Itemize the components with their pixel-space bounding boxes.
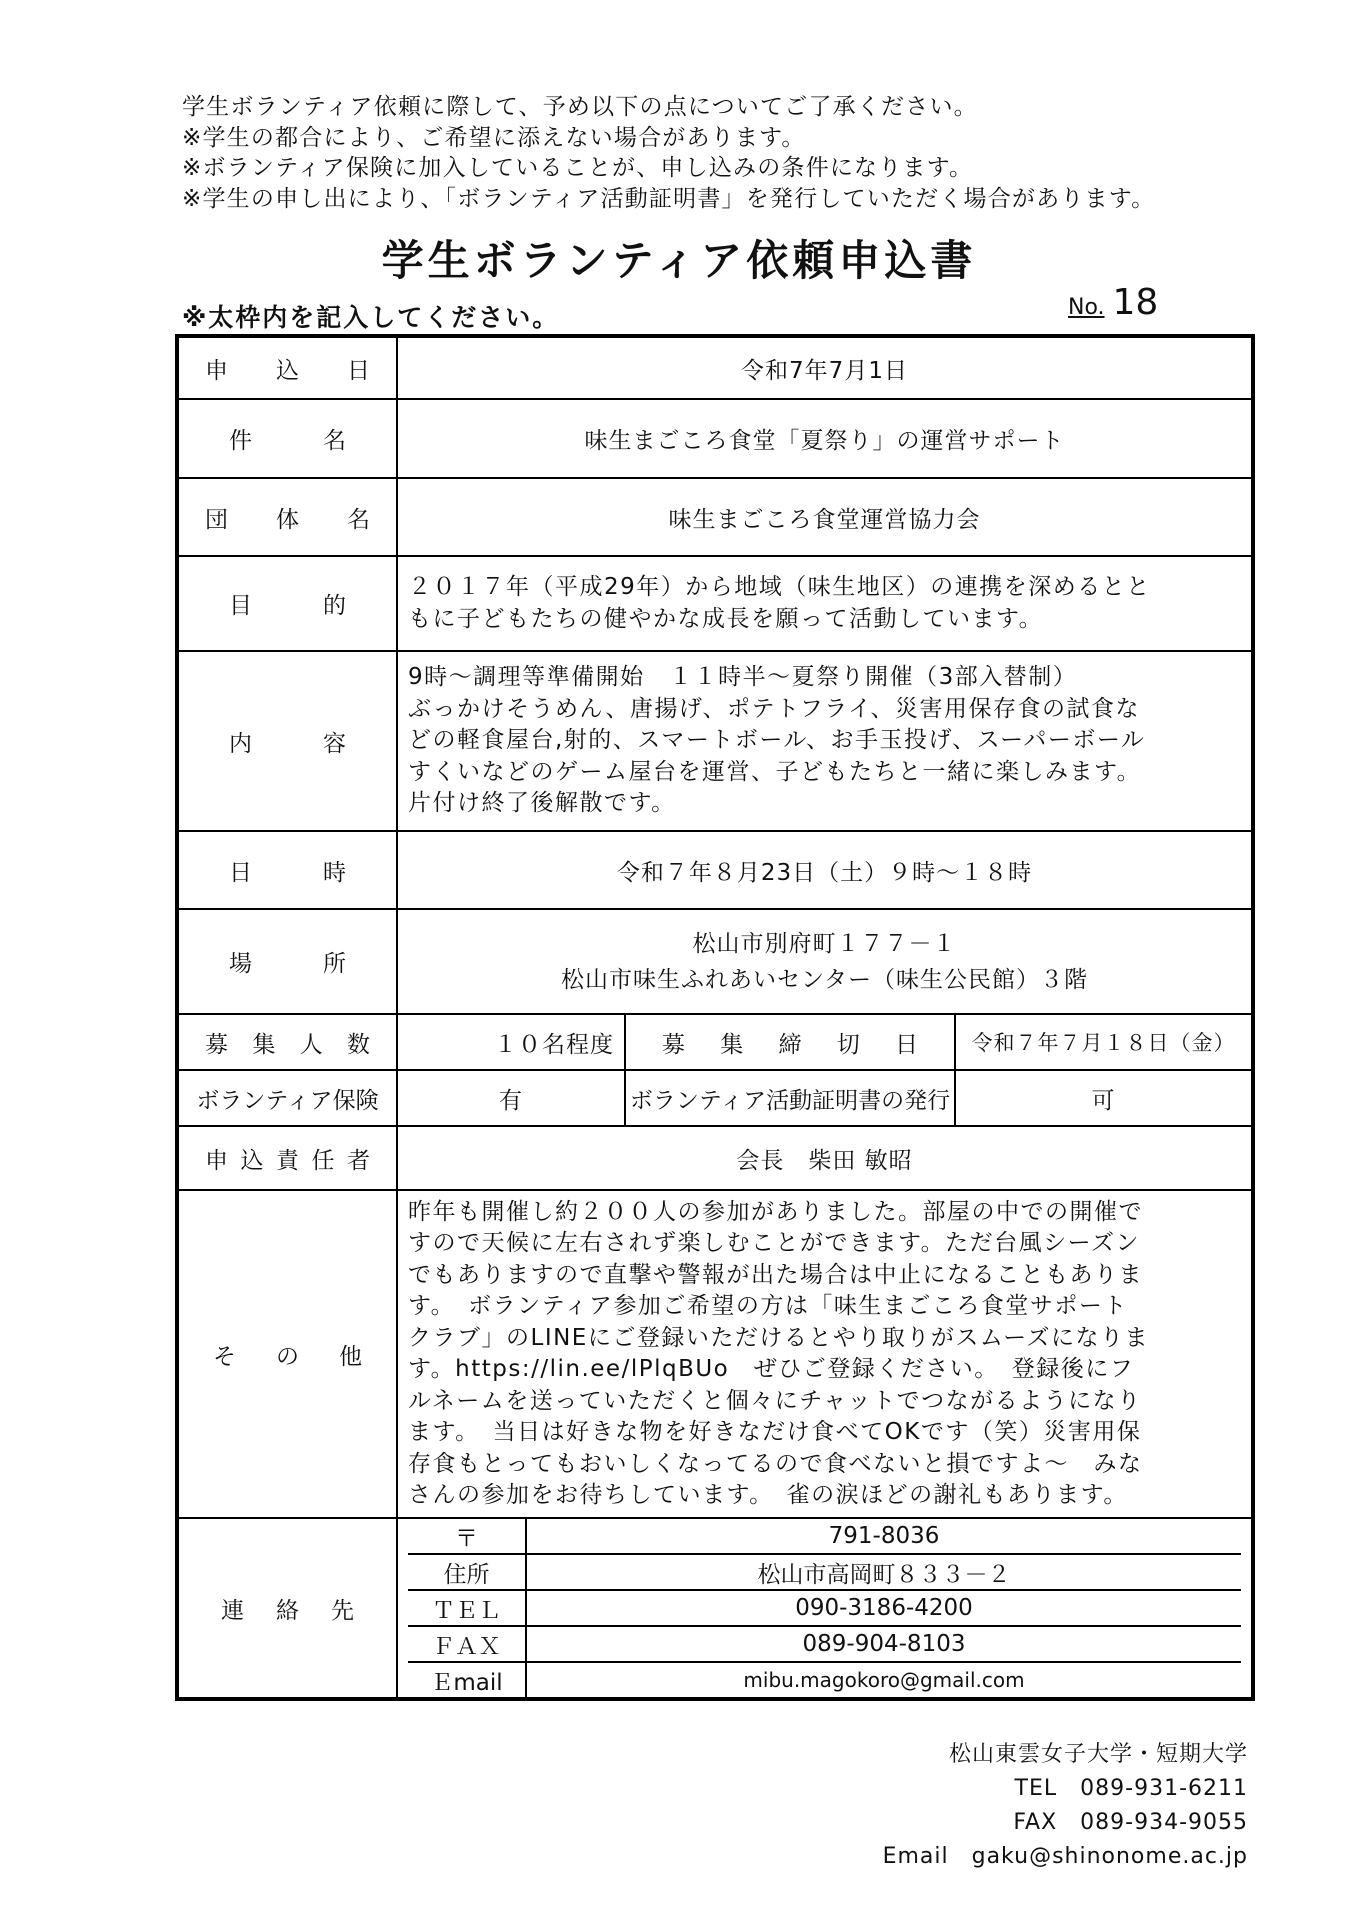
content-line: 9時～調理等準備開始 １１時半～夏祭り開催（3部入替制）: [408, 664, 1078, 691]
footer-fax: FAX 089-934-9055: [1013, 1810, 1248, 1835]
label-insurance: ボランティア保険: [177, 1070, 397, 1126]
note-line: 学生ボランティア依頼に際して、予め以下の点についてご了承ください。: [182, 94, 978, 120]
certificate-value: 可: [955, 1070, 1253, 1126]
label-char: 体: [276, 506, 299, 533]
fax-value: 089-904-8103: [526, 1626, 1241, 1662]
label-char: 的: [323, 593, 346, 619]
row-location: [177, 909, 1253, 1014]
insurance-value: 有: [397, 1070, 625, 1126]
row-subject: [177, 399, 1253, 478]
label-char: 名: [323, 428, 346, 454]
label-other: [189, 1338, 386, 1371]
label-char: 責: [276, 1147, 299, 1174]
other-line: でもありますので直撃や警報が出た場合は中止になることもありま: [408, 1261, 1143, 1288]
row-contact: [177, 1518, 1253, 1699]
form-number: [1068, 282, 1158, 323]
label-responsible: [189, 1142, 386, 1175]
other-line: ルネームを送っていただくと個々にチャットでつながるようになり: [408, 1387, 1142, 1414]
email-label: Ｅmail: [408, 1662, 526, 1697]
footer-contact: [883, 1738, 1248, 1874]
label-char: 場: [229, 951, 252, 977]
footer-email: Email gaku@shinonome.ac.jp: [882, 1844, 1248, 1869]
label-char: 所: [323, 951, 346, 977]
purpose-value: [397, 556, 1253, 651]
label-char: 絡: [276, 1597, 299, 1624]
contact-block: [397, 1518, 1253, 1699]
label-char: 込: [240, 1147, 264, 1174]
label-char: 先: [331, 1597, 354, 1624]
application-date-value: 令和7年7月1日: [397, 336, 1253, 399]
other-line: す。https://lin.ee/lPlqBUo ぜひご登録ください。 登録後にフ: [408, 1356, 1135, 1382]
tel-label: ＴＥＬ: [408, 1590, 526, 1626]
row-recruit: [177, 1014, 1253, 1070]
page-title: 学生ボランティア依頼申込書: [381, 236, 977, 285]
label-purpose: [189, 587, 386, 620]
label-contact: [189, 1592, 386, 1625]
address-label: 住所: [408, 1554, 526, 1590]
footer-university: 松山東雲女子大学・短期大学: [948, 1742, 1248, 1767]
label-char: 目: [229, 593, 252, 619]
row-other: [177, 1190, 1253, 1518]
label-application-date: [189, 352, 386, 385]
label-char: 任: [311, 1147, 335, 1174]
email-value: mibu.magokoro@gmail.com: [526, 1662, 1241, 1697]
label-char: 時: [323, 859, 346, 886]
other-line: 存食もとってもおいしくなってるので食べないと損ですよ～ みな: [408, 1450, 1143, 1477]
content-line: すくいなどのゲーム屋台を運営、子どもたちと一緒に楽しみます。: [408, 758, 1142, 785]
notes: [182, 92, 1282, 214]
footer-tel: TEL 089-931-6211: [1014, 1776, 1248, 1801]
subject-value: 味生まごころ食堂「夏祭り」の運営サポート: [397, 399, 1253, 478]
responsible-value: 会長 柴田 敏昭: [397, 1126, 1253, 1190]
note-line: ※学生の申し出により、「ボランティア活動証明書」を発行していただく場合があります。: [182, 185, 1156, 212]
note-line: ※学生の都合により、ご希望に添えない場合があります。: [182, 124, 806, 151]
purpose-line: もに子どもたちの健やかな成長を願って活動しています。: [408, 605, 1044, 632]
label-char: 日: [229, 859, 252, 886]
row-organization: [177, 478, 1253, 556]
label-char: 者: [347, 1147, 370, 1174]
label-char: 申: [205, 357, 228, 384]
content-value: [397, 651, 1253, 831]
datetime-value: 令和７年８月23日（土）９時～１８時: [397, 831, 1253, 909]
label-char: 日: [347, 357, 370, 384]
row-application-date: [177, 336, 1253, 399]
other-line: 昨年も開催し約２００人の参加がありました。部屋の中での開催で: [408, 1198, 1143, 1225]
other-line: クラブ」のLINEにご登録いただけるとやり取りがスムーズになりま: [408, 1324, 1150, 1351]
label-organization: [189, 501, 386, 534]
label-char: 数: [346, 1031, 370, 1058]
label-content: [189, 725, 386, 758]
label-char: 込: [276, 357, 299, 384]
label-location: [189, 945, 386, 978]
label-char: 件: [229, 428, 252, 454]
note-line: ※ボランティア保険に加入していることが、申し込みの条件になります。: [182, 155, 974, 181]
label-char: 人: [299, 1031, 323, 1058]
label-char: 集: [252, 1031, 276, 1058]
label-char: そ: [213, 1343, 236, 1370]
label-char: 切: [836, 1031, 860, 1058]
purpose-line: ２０１７年（平成29年）から地域（味生地区）の連携を深めるとと: [408, 574, 1151, 600]
application-form: [175, 334, 1255, 1701]
label-char: 締: [778, 1031, 802, 1058]
deadline-value: 令和７年７月１８日（金）: [955, 1014, 1253, 1070]
row-datetime: [177, 831, 1253, 909]
label-char: 内: [229, 730, 252, 757]
label-char: 申: [205, 1147, 228, 1174]
fax-label: ＦＡＸ: [408, 1626, 526, 1662]
other-line: ます。 当日は好きな物を好きなだけ食べてOKです（笑）災害用保: [408, 1419, 1142, 1445]
row-responsible: [177, 1126, 1253, 1190]
other-line: す。 ボランティア参加ご希望の方は「味生まごころ食堂サポート: [408, 1293, 1128, 1319]
number-value: 18: [1112, 282, 1159, 323]
label-char: 容: [323, 730, 346, 757]
content-line: ぶっかけそうめん、唐揚げ、ポテトフライ、災害用保存食の試食な: [408, 695, 1141, 722]
instruction: ※太枠内を記入してください。: [182, 303, 560, 332]
label-char: 他: [339, 1343, 362, 1370]
label-char: 団: [205, 506, 228, 533]
content-line: 片付け終了後解散です。: [408, 790, 676, 817]
recruit-count-value: １０名程度: [397, 1014, 625, 1070]
label-char: 募: [662, 1031, 685, 1058]
other-value: [397, 1190, 1253, 1518]
postal-label: 〒: [408, 1519, 526, 1554]
row-content: [177, 651, 1253, 831]
label-char: 集: [720, 1031, 744, 1058]
label-char: 連: [221, 1597, 244, 1624]
row-purpose: [177, 556, 1253, 651]
row-insurance: [177, 1070, 1253, 1126]
label-recruit-count: [189, 1026, 386, 1059]
label-char: 日: [895, 1031, 918, 1058]
label-char: の: [276, 1343, 299, 1370]
contact-table: [408, 1519, 1241, 1697]
location-line: 松山市味生ふれあいセンター（味生公民館）３階: [560, 966, 1089, 993]
organization-value: 味生まごころ食堂運営協力会: [397, 478, 1253, 556]
location-line: 松山市別府町１７７－１: [692, 930, 957, 957]
label-deadline: [636, 1026, 944, 1059]
label-subject: [189, 422, 386, 455]
location-value: [397, 909, 1253, 1014]
label-char: 名: [347, 506, 370, 533]
label-datetime: [189, 854, 386, 887]
label-char: 募: [205, 1031, 228, 1058]
other-line: すので天候に左右されず楽しむことができます。ただ台風シーズン: [408, 1230, 1141, 1256]
content-line: どの軽食屋台,射的、スマートボール、お手玉投げ、スーパーボール: [408, 727, 1146, 754]
tel-value: 090-3186-4200: [526, 1590, 1241, 1626]
label-certificate: ボランティア活動証明書の発行: [625, 1070, 955, 1126]
address-value: 松山市高岡町８３３－２: [526, 1554, 1241, 1590]
other-line: さんの参加をお待ちしています。 雀の涙ほどの謝礼もあります。: [408, 1482, 1128, 1508]
postal-value: 791-8036: [526, 1519, 1241, 1554]
number-label: No.: [1068, 295, 1105, 320]
